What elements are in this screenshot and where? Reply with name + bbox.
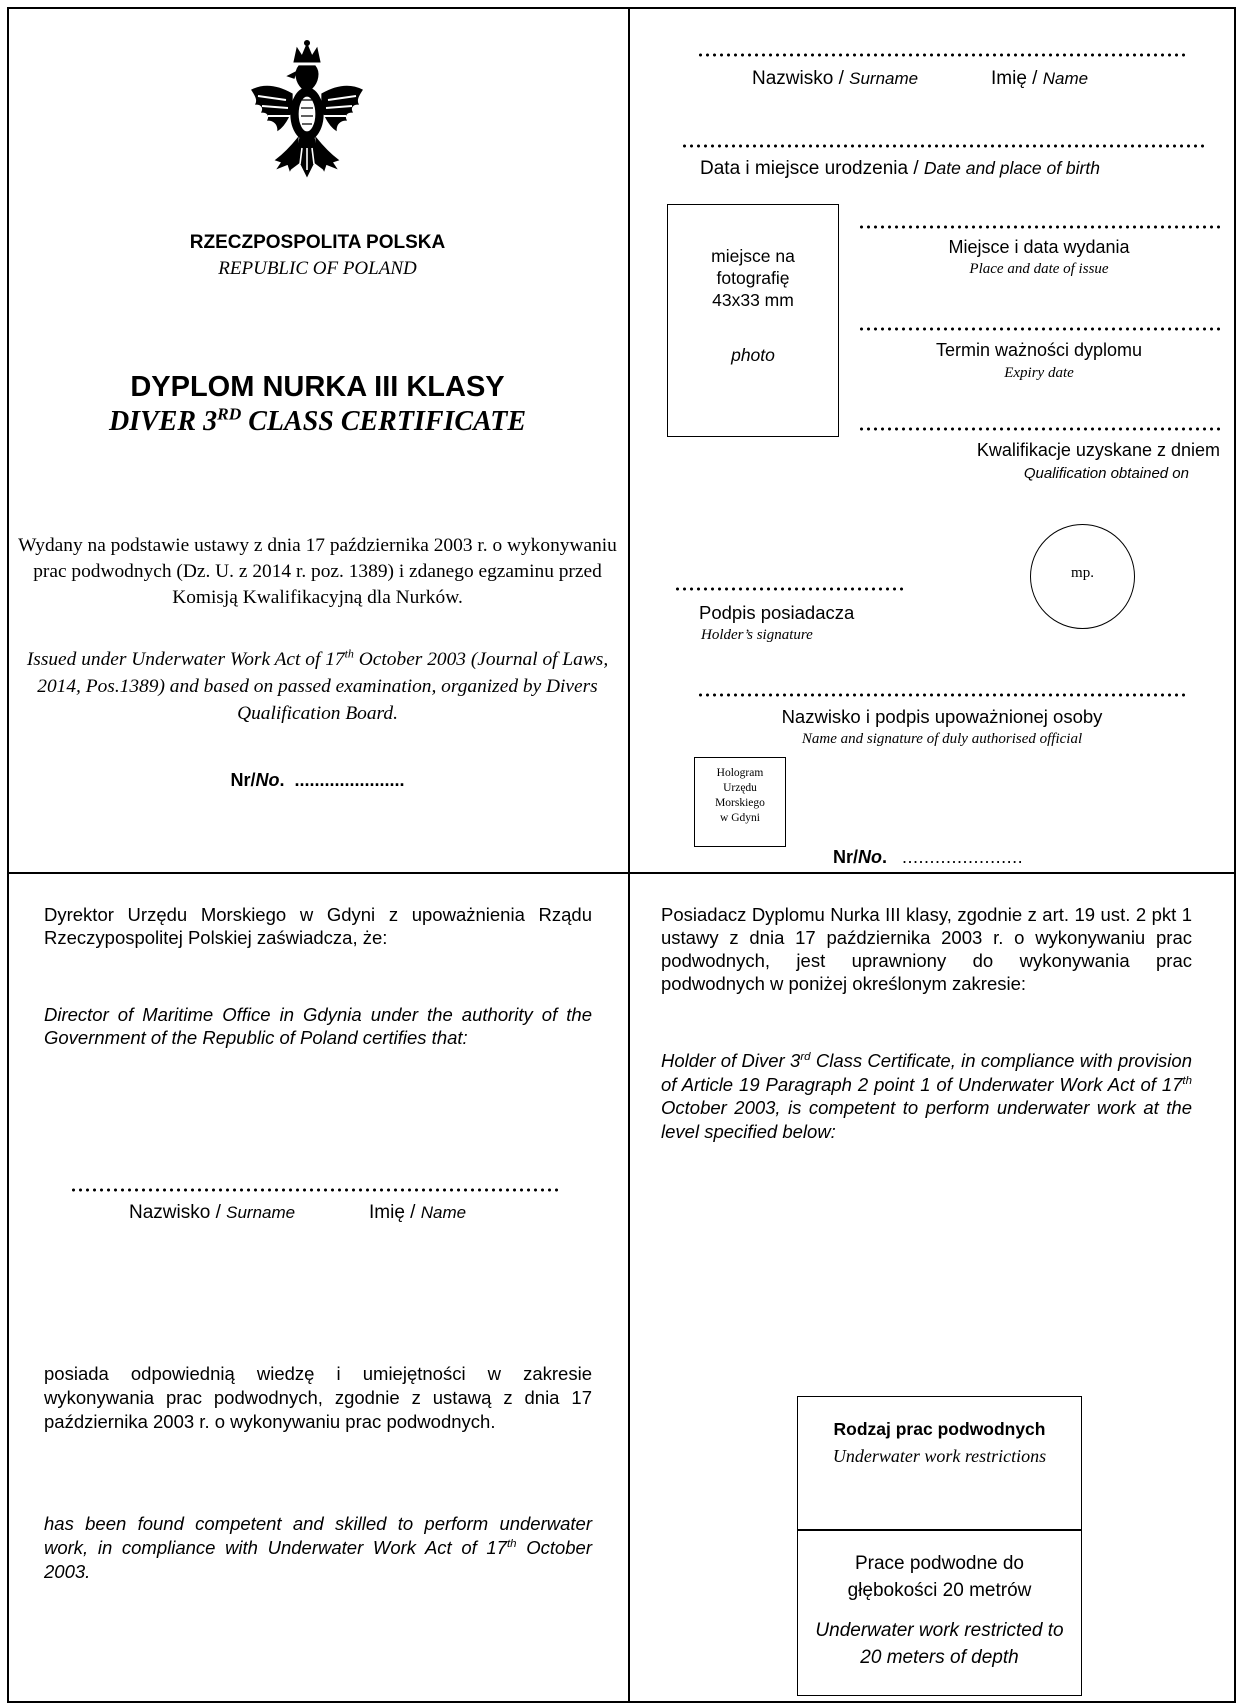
- holder-surname-dotted-line: [70, 1188, 560, 1192]
- qualification-label-pl: Kwalifikacje uzyskane z dniem: [976, 440, 1220, 460]
- table-body-en: Underwater work restricted to 20 meters of depth: [815, 1620, 1064, 1668]
- table-header-en: Underwater work restrictions: [832, 1446, 1047, 1466]
- competence-pl: posiada odpowiednią wiedzę i umiejętności w zakresie wykonywania prac podwodnych, zgodnie z ustawą z dnia 17 października 2003 r. o wykonywaniu prac podwodnych.: [44, 1363, 592, 1432]
- legal-basis-en: Issued under Underwater Work Act of 17th October 2003 (Journal of Laws, 2014, Pos.1389) and based on passed examination, organized by Divers Qualification Board.: [26, 646, 609, 724]
- polish-eagle-emblem: [242, 38, 372, 188]
- signature-label-en: Holder’s signature: [701, 627, 813, 643]
- photo-label: miejsce na fotografię 43x33 mm: [711, 246, 795, 310]
- surname-label: Nazwisko / Surname: [752, 68, 919, 89]
- certificate-number-value: ......................: [294, 770, 405, 790]
- competence-en: has been found competent and skilled to perform underwater work, in compliance with Underwater Work Act of 17th October 2003.: [44, 1513, 593, 1582]
- qualification-label-en: Qualification obtained on: [1023, 465, 1189, 482]
- vertical-divider: [628, 7, 630, 1703]
- birth-dotted-line: [681, 144, 1204, 148]
- certify-intro-pl: Dyrektor Urzędu Morskiego w Gdyni z upoważnienia Rządu Rzeczypospolitej Polskiej zaświadcza, że:: [44, 904, 592, 948]
- table-header-pl: Rodzaj prac podwodnych: [833, 1419, 1046, 1439]
- country-name-en: REPUBLIC OF POLAND: [218, 258, 417, 279]
- qualification-dotted-line: [858, 427, 1220, 431]
- official-stamp-label: mp.: [1071, 565, 1094, 581]
- issue-label-pl: Miejsce i data wydania: [948, 237, 1130, 257]
- legal-basis-pl: Wydany na podstawie ustawy z dnia 17 października 2003 r. o wykonywaniu prac podwodnych (Dz. U. z 2014 r. poz. 1389) i zdanego egzaminu przed Komisją Kwalifikacyjną dla Nurków.: [18, 535, 617, 608]
- scope-text-en: Holder of Diver 3rd Class Certificate, in compliance with provision of Article 19 Paragraph 2 point 1 of Underwater Work Act of 17th October 2003, is competent to perform underwater work at the level specified below:: [661, 1050, 1192, 1142]
- name-label: Imię / Name: [991, 68, 1089, 89]
- country-name-pl: RZECZPOSPOLITA POLSKA: [189, 232, 446, 253]
- expiry-label-en: Expiry date: [1004, 365, 1074, 381]
- signature-label-pl: Podpis posiadacza: [699, 602, 855, 623]
- photo-label-en: photo: [731, 345, 775, 365]
- personal-number: Nr/No. ......................: [833, 847, 1024, 867]
- certificate-number: Nr/No. ......................: [230, 770, 405, 790]
- holder-name-label: Imię / Name: [369, 1202, 467, 1223]
- official-label-pl: Nazwisko i podpis upoważnionej osoby: [781, 706, 1103, 727]
- birth-label: Data i miejsce urodzenia / Date and place of birth: [700, 158, 1100, 179]
- certify-intro-en: Director of Maritime Office in Gdynia under the authority of the Government of the Republic of Poland certifies that:: [44, 1004, 592, 1048]
- signature-dotted-line: [674, 587, 906, 591]
- official-label-en: Name and signature of duly authorised official: [801, 731, 1083, 747]
- official-dotted-line: [697, 693, 1187, 697]
- expiry-dotted-line: [858, 327, 1220, 331]
- issue-label-en: Place and date of issue: [969, 261, 1109, 277]
- certificate-title-pl: DYPLOM NURKA III KLASY: [130, 371, 505, 403]
- certificate-title-en: DIVER 3RD CLASS CERTIFICATE: [108, 404, 527, 437]
- expiry-label-pl: Termin ważności dyplomu: [935, 340, 1143, 360]
- table-body-pl: Prace podwodne do głębokości 20 metrów: [847, 1553, 1032, 1601]
- hologram-label: Hologram Urzędu Morskiego w Gdyni: [715, 767, 765, 824]
- personal-number-value: ......................: [902, 847, 1024, 867]
- issue-dotted-line: [858, 225, 1220, 229]
- table-divider: [797, 1529, 1082, 1531]
- holder-surname-label: Nazwisko / Surname: [129, 1202, 296, 1223]
- scope-text-pl: Posiadacz Dyplomu Nurka III klasy, zgodnie z art. 19 ust. 2 pkt 1 ustawy z dnia 17 października 2003 r. o wykonywaniu prac podwodnych, jest uprawniony do wykonywania prac podwodnych w poniżej określonym zakresie:: [661, 904, 1192, 994]
- photo-box: [667, 204, 839, 437]
- surname-dotted-line: [697, 53, 1187, 57]
- horizontal-divider: [7, 872, 1236, 874]
